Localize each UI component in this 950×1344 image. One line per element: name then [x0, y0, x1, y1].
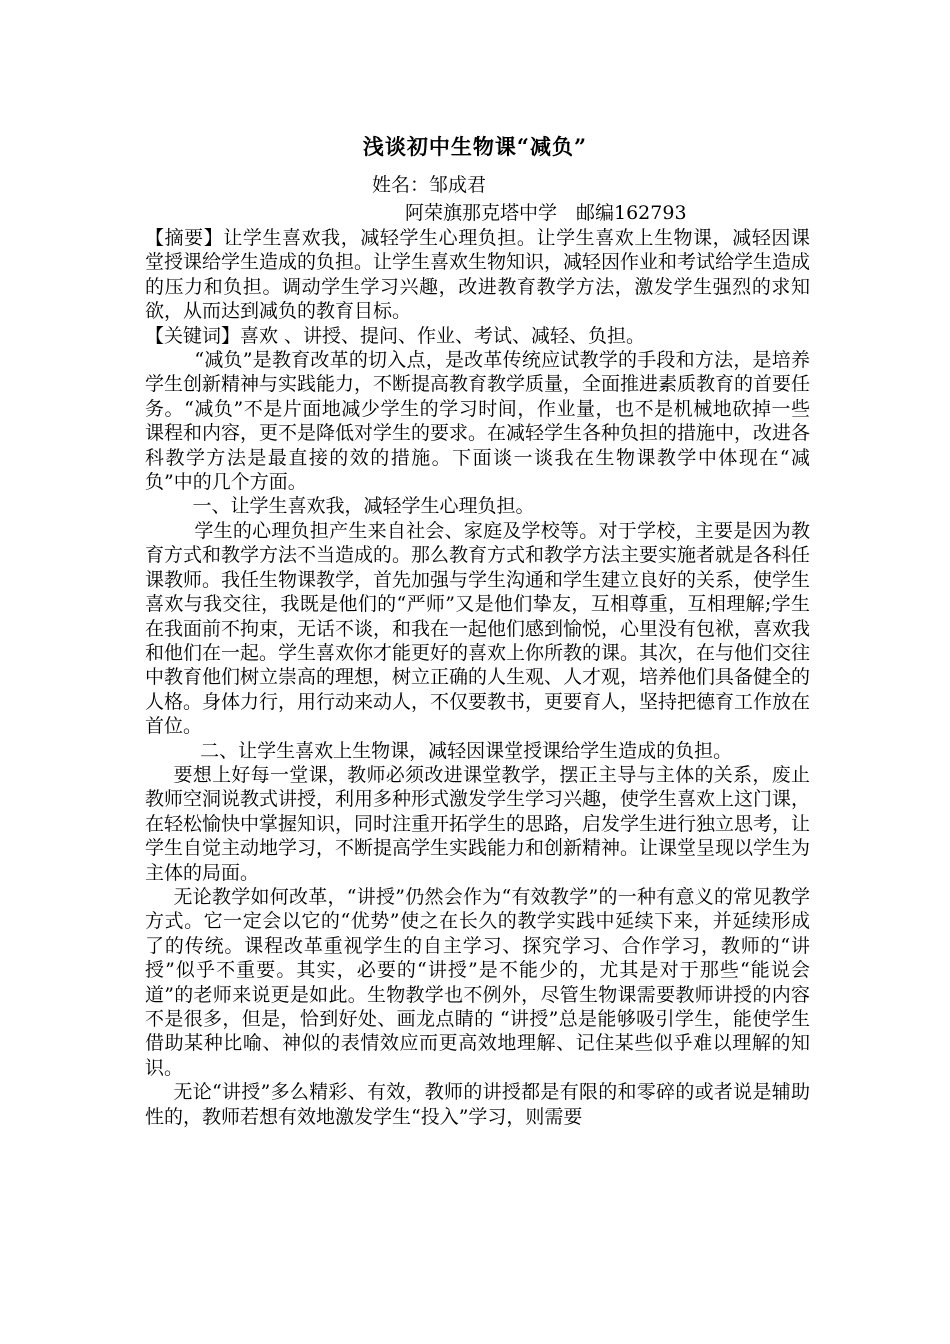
document-body — [145, 226, 810, 1129]
keywords-paragraph — [145, 324, 810, 348]
section-heading-1: 一、让学生喜欢我，减轻学生心理负担。 — [192, 495, 535, 518]
abstract-label: 【摘要】 — [145, 227, 224, 249]
body-paragraph-section-2a: 要想上好每一堂课，教师必须改进课堂教学，摆正主导与主体的关系，废止教师空洞说教式讲授，利用多种形式激发学生学习兴趣，使学生喜欢上这门课，在轻松愉快中掌握知识，同时注重开拓学生的思路，启发学生进行独立思考，让学生自觉主动地学习，不断提高学生实践能力和创新精神。让课堂呈现以学生为主体的局面。 — [145, 763, 811, 884]
school-line: 阿荣旗那克塔中学 邮编162793 — [405, 202, 687, 224]
abstract-text: 让学生喜欢我，减轻学生心理负担。让学生喜欢上生物课，减轻因课堂授课给学生造成的负担。让学生喜欢生物知识，减轻因作业和考试给学生造成的压力和负担。调动学生学习兴趣，改进教育教学方法，激发学生强烈的求知欲，从而达到减负的教育目标。 — [145, 227, 811, 323]
body-paragraph-section-2b: 无论教学如何改革，“讲授”仍然会作为“有效教学”的一种有意义的常见教学方式。它一定会以它的“优势”使之在长久的教学实践中延续下来，并延续形成了的传统。课程改革重视学生的自主学习、探究学习、合作学习，教师的“讲授”似乎不重要。其实，必要的“讲授”是不能少的，尤其是对于那些“能说会道”的老师来说更是如此。生物教学也不例外，尽管生物课需要教师讲授的内容不是很多，但是，恰到好处、画龙点睛的 “讲授”总是能够吸引学生，能使学生借助某种比喻、神似的表情效应而更高效地理解、记住某些似乎难以理解的知识。 — [145, 885, 810, 1079]
body-paragraph-section-2c: 无论“讲授”多么精彩、有效，教师的讲授都是有限的和零碎的或者说是辅助性的，教师若想有效地激发学生“投入”学习，则需要 — [145, 1081, 810, 1128]
keywords-text: 喜欢 、讲授、提问、作业、考试、减轻、负担。 — [240, 324, 646, 347]
document-title: 浅谈初中生物课“减负” — [362, 134, 588, 159]
section-heading-2: 二、让学生喜欢上生物课，减轻因课堂授课给学生造成的负担。 — [200, 739, 733, 762]
author-line: 姓名：邹成君 — [372, 174, 487, 196]
abstract-paragraph — [145, 226, 810, 324]
keywords-label: 【关键词】 — [145, 324, 241, 347]
body-paragraph-section-1: 学生的心理负担产生来自社会、家庭及学校等。对于学校，主要是因为教育方式和教学方法不当造成的。那么教育方式和教学方法主要实施者就是各科任课教师。我任生物课教学，首先加强与学生沟通和学生建立良好的关系，使学生喜欢与我交往，我既是他们的“严师”又是他们挚友，互相尊重，互相理解;学生在我面前不拘束，无话不谈，和我在一起他们感到愉悦，心里没有包袱，喜欢我和他们在一起。学生喜欢你才能更好的喜欢上你所教的课。其次，在与他们交往中教育他们树立崇高的理想，树立正确的人生观、人才观，培养他们具备健全的人格。身体力行，用行动来动人，不仅要教书，更要育人，坚持把德育工作放在首位。 — [145, 519, 811, 738]
body-paragraph-intro: “减负”是教育改革的切入点，是改革传统应试教学的手段和方法，是培养学生创新精神与实践能力，不断提高教育教学质量，全面推进素质教育的首要任务。“减负”不是片面地减少学生的学习时间，作业量，也不是机械地砍掉一些课程和内容，更不是降低对学生的要求。在减轻学生各种负担的措施中，改进各科教学方法是最直接的效的措施。下面谈一谈我在生物课教学中体现在“减负”中的几个方面。 — [145, 349, 811, 494]
